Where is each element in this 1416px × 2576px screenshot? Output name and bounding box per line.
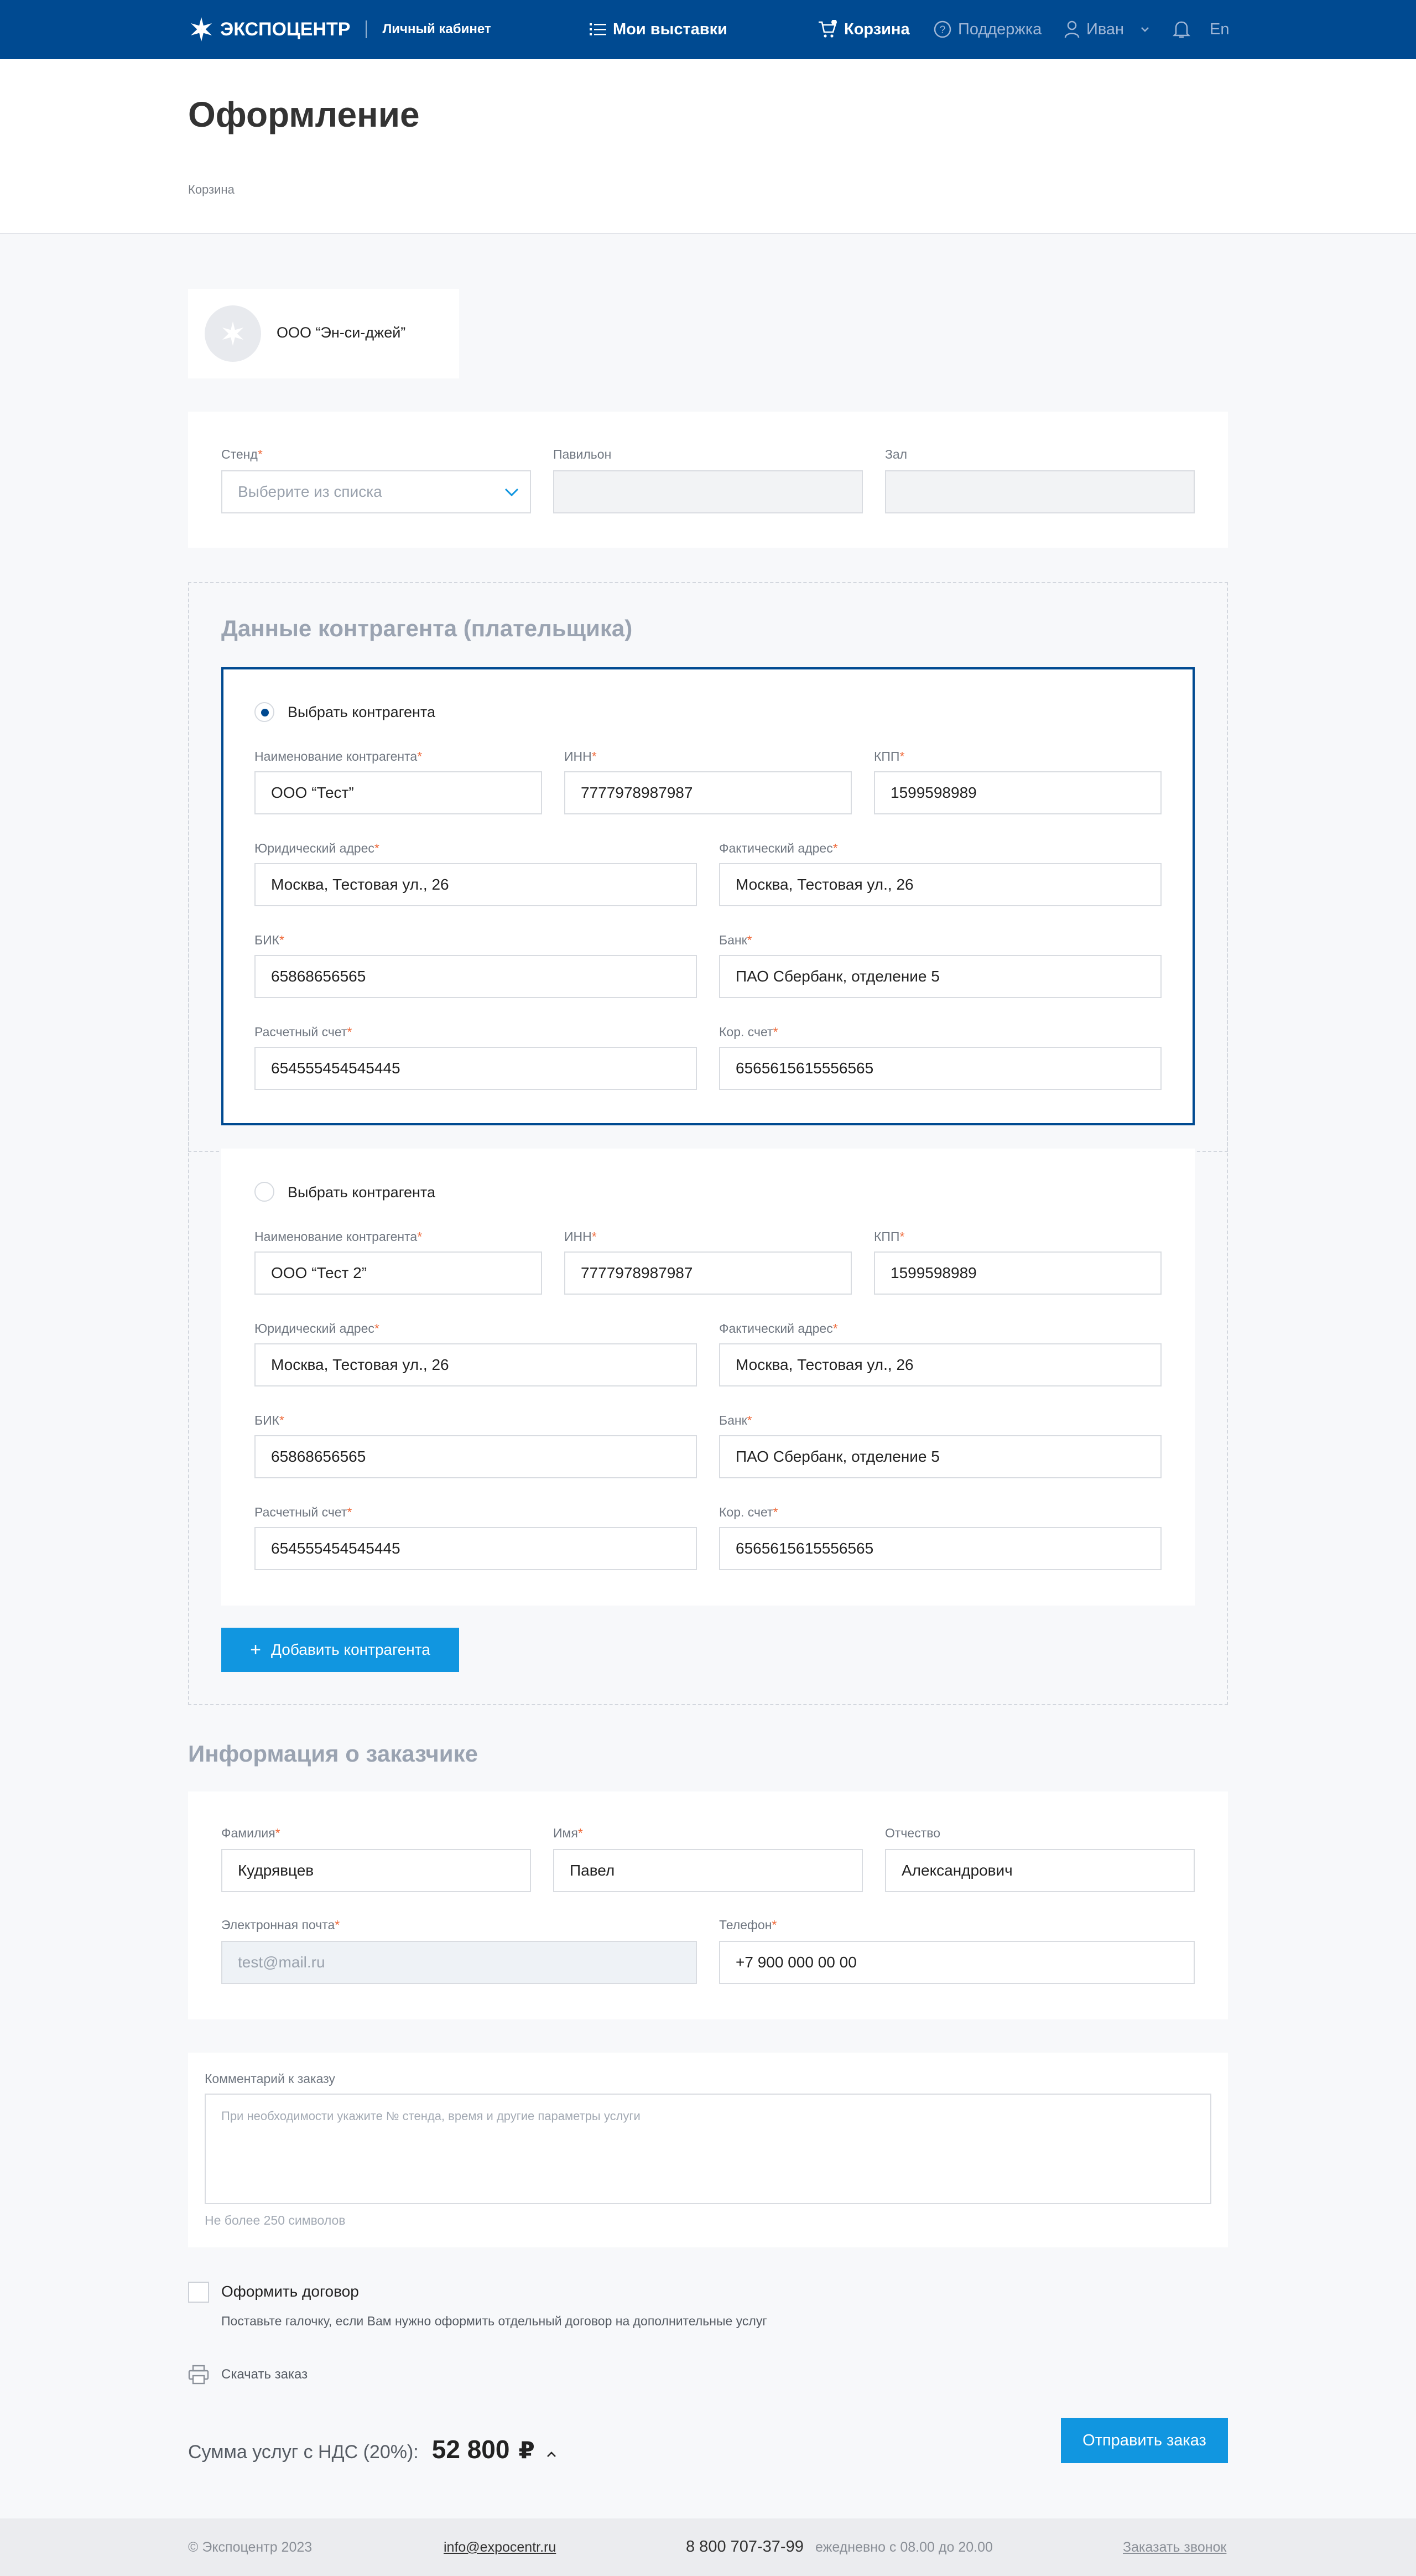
contract-hint: Поставьте галочку, если Вам нужно оформить отдельный договор на дополнительные услуг: [221, 2314, 767, 2328]
bank-input[interactable]: ПАО Сбербанк, отделение 5: [719, 1435, 1162, 1478]
language-switch[interactable]: [1210, 17, 1229, 42]
contract-label: Оформить договор: [221, 2283, 359, 2300]
cabinet-label[interactable]: Личный кабинет: [382, 22, 491, 37]
customer-title: Информация о заказчике: [188, 1741, 478, 1767]
logo-divider: [366, 20, 367, 38]
kpp-input[interactable]: 1599598989: [874, 1251, 1162, 1295]
corr-account-label: Кор. счет*: [719, 1025, 778, 1039]
stand-select-value: Выберите из списка: [238, 483, 382, 500]
counterparty-radio-1[interactable]: [254, 702, 274, 722]
contract-checkbox[interactable]: [188, 2282, 209, 2303]
add-counterparty-label: Добавить контрагента: [271, 1641, 430, 1658]
actual-address-input[interactable]: Москва, Тестовая ул., 26: [719, 863, 1162, 906]
cart-label: Корзина: [844, 20, 910, 38]
corr-account-label: Кор. счет*: [719, 1505, 778, 1519]
email-field: test@mail.ru: [221, 1941, 697, 1984]
download-order-label: Скачать заказ: [221, 2367, 308, 2382]
hall-field: [885, 470, 1195, 513]
counterparty-radio-label-2: Выбрать контрагента: [288, 1184, 435, 1201]
comment-hint: Не более 250 символов: [205, 2213, 346, 2227]
inn-input[interactable]: 7777978987987: [564, 1251, 852, 1295]
inn-label: ИНН*: [564, 1229, 597, 1244]
stand-label: Стенд*: [221, 447, 263, 461]
first-name-input[interactable]: Павел: [553, 1849, 863, 1892]
counterparty-radio-label-1: Выбрать контрагента: [288, 704, 435, 720]
company-name: ООО “Эн-си-джей”: [277, 324, 406, 341]
notifications-button[interactable]: [1173, 17, 1197, 42]
legal-address-input[interactable]: Москва, Тестовая ул., 26: [254, 863, 697, 906]
logo-text: ЭКСПОЦЕНТР: [220, 18, 351, 40]
email-label: Электронная почта*: [221, 1918, 340, 1932]
total-value: 52 800: [431, 2435, 510, 2464]
company-avatar: [205, 305, 261, 362]
legal-address-label: Юридический адрес*: [254, 1321, 379, 1336]
cart-link[interactable]: [818, 17, 910, 42]
patronymic-input[interactable]: Александрович: [885, 1849, 1195, 1892]
bank-label: Банк*: [719, 933, 752, 947]
total-currency: ₽: [518, 2437, 535, 2463]
svg-text:?: ?: [939, 24, 946, 36]
top-navbar: [0, 0, 1416, 59]
pavilion-field: [553, 470, 863, 513]
inn-input[interactable]: 7777978987987: [564, 771, 852, 814]
pavilion-label: Павильон: [553, 447, 612, 461]
my-exhibitions-link[interactable]: [590, 17, 727, 42]
name-input[interactable]: ООО “Тест 2”: [254, 1251, 542, 1295]
help-circle-icon: [934, 20, 951, 38]
comment-placeholder: При необходимости укажите № стенда, время и другие параметры услуги: [221, 2109, 641, 2123]
corr-account-input[interactable]: 6565615615556565: [719, 1047, 1162, 1090]
comment-textarea[interactable]: [205, 2094, 1211, 2204]
title-band: [0, 59, 1416, 234]
download-order-link[interactable]: [188, 2365, 308, 2385]
bank-input[interactable]: ПАО Сбербанк, отделение 5: [719, 955, 1162, 998]
account-input[interactable]: 654555454545445: [254, 1047, 697, 1090]
name-label: Наименование контрагента*: [254, 749, 423, 764]
chevron-down-icon: [1141, 27, 1149, 32]
breadcrumb[interactable]: Корзина: [188, 183, 235, 196]
bik-label: БИК*: [254, 1413, 284, 1427]
actual-address-input[interactable]: Москва, Тестовая ул., 26: [719, 1343, 1162, 1386]
kpp-label: КПП*: [874, 1229, 905, 1244]
counterparty-title: Данные контрагента (плательщика): [221, 615, 633, 641]
hall-label: Зал: [885, 447, 908, 461]
first-name-label: Имя*: [553, 1826, 583, 1840]
page-title: Оформление: [188, 95, 420, 134]
footer-callback-link[interactable]: Заказать звонок: [1123, 2539, 1227, 2555]
support-label: Поддержка: [958, 20, 1042, 38]
last-name-input[interactable]: Кудрявцев: [221, 1849, 531, 1892]
kpp-input[interactable]: 1599598989: [874, 771, 1162, 814]
bell-icon: [1173, 19, 1190, 39]
actual-address-label: Фактический адрес*: [719, 1321, 838, 1336]
kpp-label: КПП*: [874, 749, 905, 764]
language-label: En: [1210, 20, 1230, 38]
bik-input[interactable]: 65868656565: [254, 1435, 697, 1478]
user-icon: [1064, 20, 1080, 38]
name-input[interactable]: ООО “Тест”: [254, 771, 542, 814]
bik-label: БИК*: [254, 933, 284, 947]
logo[interactable]: [188, 15, 491, 43]
user-name: Иван: [1086, 20, 1125, 38]
company-card: [188, 289, 459, 378]
comment-label: Комментарий к заказу: [205, 2071, 335, 2086]
add-counterparty-button[interactable]: [221, 1628, 459, 1672]
submit-order-button[interactable]: Отправить заказ: [1061, 2418, 1228, 2463]
customer-card: [188, 1791, 1228, 2019]
account-label: Расчетный счет*: [254, 1505, 352, 1519]
phone-input[interactable]: +7 900 000 00 00: [719, 1941, 1195, 1984]
bank-label: Банк*: [719, 1413, 752, 1427]
support-link[interactable]: [934, 17, 1042, 42]
total-label: Сумма услуг с НДС (20%):: [188, 2442, 419, 2463]
name-label: Наименование контрагента*: [254, 1229, 423, 1244]
plus-icon: +: [250, 1639, 262, 1660]
order-total: [188, 2434, 557, 2468]
user-menu[interactable]: [1064, 17, 1149, 42]
footer-hours: ежедневно с 08.00 до 20.00: [815, 2539, 993, 2555]
printer-icon: [188, 2365, 209, 2385]
patronymic-label: Отчество: [885, 1826, 940, 1840]
logo-star-icon: [188, 16, 215, 43]
last-name-label: Фамилия*: [221, 1826, 280, 1840]
stand-select[interactable]: [221, 470, 531, 513]
legal-address-input[interactable]: Москва, Тестовая ул., 26: [254, 1343, 697, 1386]
account-label: Расчетный счет*: [254, 1025, 352, 1039]
bik-input[interactable]: 65868656565: [254, 955, 697, 998]
footer-email-link[interactable]: info@expocentr.ru: [444, 2539, 556, 2555]
corr-account-input[interactable]: 6565615615556565: [719, 1527, 1162, 1570]
my-exhibitions-label: Мои выставки: [613, 20, 727, 38]
logo-star-icon: [205, 305, 261, 362]
actual-address-label: Фактический адрес*: [719, 841, 838, 855]
phone-label: Телефон*: [719, 1918, 777, 1932]
cart-icon: [818, 20, 837, 39]
chevron-up-icon[interactable]: [546, 2450, 557, 2458]
list-icon: [590, 22, 606, 37]
footer: [0, 2518, 1416, 2576]
account-input[interactable]: 654555454545445: [254, 1527, 697, 1570]
chevron-down-icon: [504, 488, 519, 497]
footer-phone[interactable]: 8 800 707-37-99: [686, 2538, 804, 2556]
inn-label: ИНН*: [564, 749, 597, 764]
footer-copyright: © Экспоцентр 2023: [188, 2539, 313, 2555]
legal-address-label: Юридический адрес*: [254, 841, 379, 855]
counterparty-radio-2[interactable]: [254, 1182, 274, 1202]
